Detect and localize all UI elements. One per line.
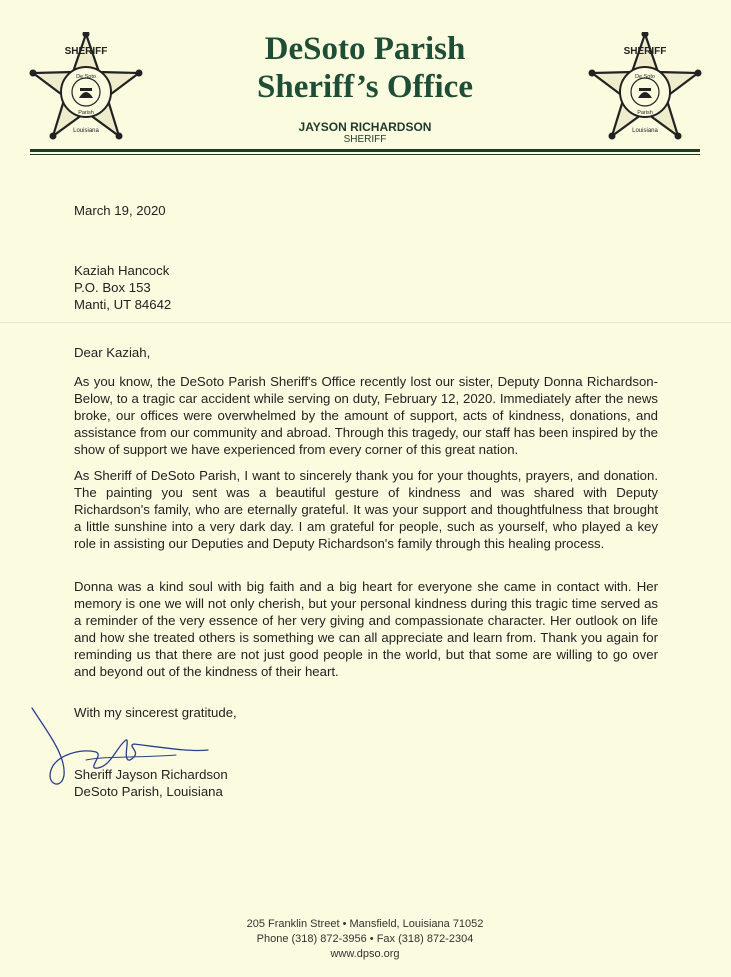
organization-title-line-1: DeSoto Parish xyxy=(264,31,466,67)
signatory-location: DeSoto Parish, Louisiana xyxy=(74,784,223,799)
signatory-name: Sheriff Jayson Richardson xyxy=(74,767,228,782)
header-divider-thin xyxy=(30,154,700,155)
recipient-street: P.O. Box 153 xyxy=(74,280,151,295)
body-paragraph-2: As Sheriff of DeSoto Parish, I want to sincerely thank you for your thoughts, prayers, and donation. The painting you sent was a beautiful gesture of kindness and was shared with Deputy Richardson's family, who are eternally grateful. It was your support and thoughtfulness that brought a little sunshine into a very dark day. I am grateful for people, such as yourself, who played a key role in assisting our Deputies and Deputy Richardson's family through this healing process. xyxy=(74,468,658,551)
sheriff-title: SHERIFF xyxy=(343,134,387,145)
sheriff-name: JAYSON RICHARDSON xyxy=(298,120,432,134)
badge-inner-text: De Soto xyxy=(76,74,96,80)
paper-fold-line xyxy=(0,322,731,323)
closing-line: With my sincerest gratitude, xyxy=(74,705,237,720)
sheriff-star-badge-icon xyxy=(28,32,144,148)
badge-inner-text: De Soto xyxy=(635,74,655,80)
badge-bottom-text: Louisiana xyxy=(73,128,99,134)
footer-website: www.dpso.org xyxy=(330,948,400,960)
badge-inner-text: Parish xyxy=(78,110,94,116)
letter-date: March 19, 2020 xyxy=(74,203,166,218)
sheriff-star-badge-icon xyxy=(587,32,703,148)
recipient-city: Manti, UT 84642 xyxy=(74,297,172,312)
salutation: Dear Kaziah, xyxy=(74,345,151,360)
badge-bottom-text: Louisiana xyxy=(632,128,658,134)
badge-top-text: SHERIFF xyxy=(623,46,667,57)
recipient-name: Kaziah Hancock xyxy=(74,263,170,278)
footer-address: 205 Franklin Street • Mansfield, Louisiana 71052 xyxy=(246,918,484,930)
header-divider xyxy=(30,149,700,152)
organization-title-line-2: Sheriff’s Office xyxy=(257,69,473,105)
organization-title xyxy=(200,30,530,106)
badge-inner-text: Parish xyxy=(637,110,653,116)
recipient-address xyxy=(74,262,171,313)
badge-top-text: SHERIFF xyxy=(64,46,108,57)
footer-phones: Phone (318) 872-3956 • Fax (318) 872-2304 xyxy=(256,933,474,945)
body-paragraph-1: As you know, the DeSoto Parish Sheriff's Office recently lost our sister, Deputy Donna Richardson-Below, to a tragic car accident while serving on duty, February 12, 2020. Immediately after the news broke, our offices were overwhelmed by the amount of support, acts of kindness, donations, and assistance from our community and abroad. Through this tragedy, our staff has been inspired by the show of support we have experienced from every corner of this great nation. xyxy=(74,374,658,457)
body-paragraph-3: Donna was a kind soul with big faith and a big heart for everyone she came in contact with. Her memory is one we will not only cherish, but your personal kindness during this tragic time served as a reminder of the very essence of her very giving and compassionate character. Her outlook on life and how she treated others is something we can all appreciate and learn from. Thank you again for reminding us that there are not just good people in the world, but that some are willing to go over and beyond out of the kindness of their heart. xyxy=(74,579,658,679)
